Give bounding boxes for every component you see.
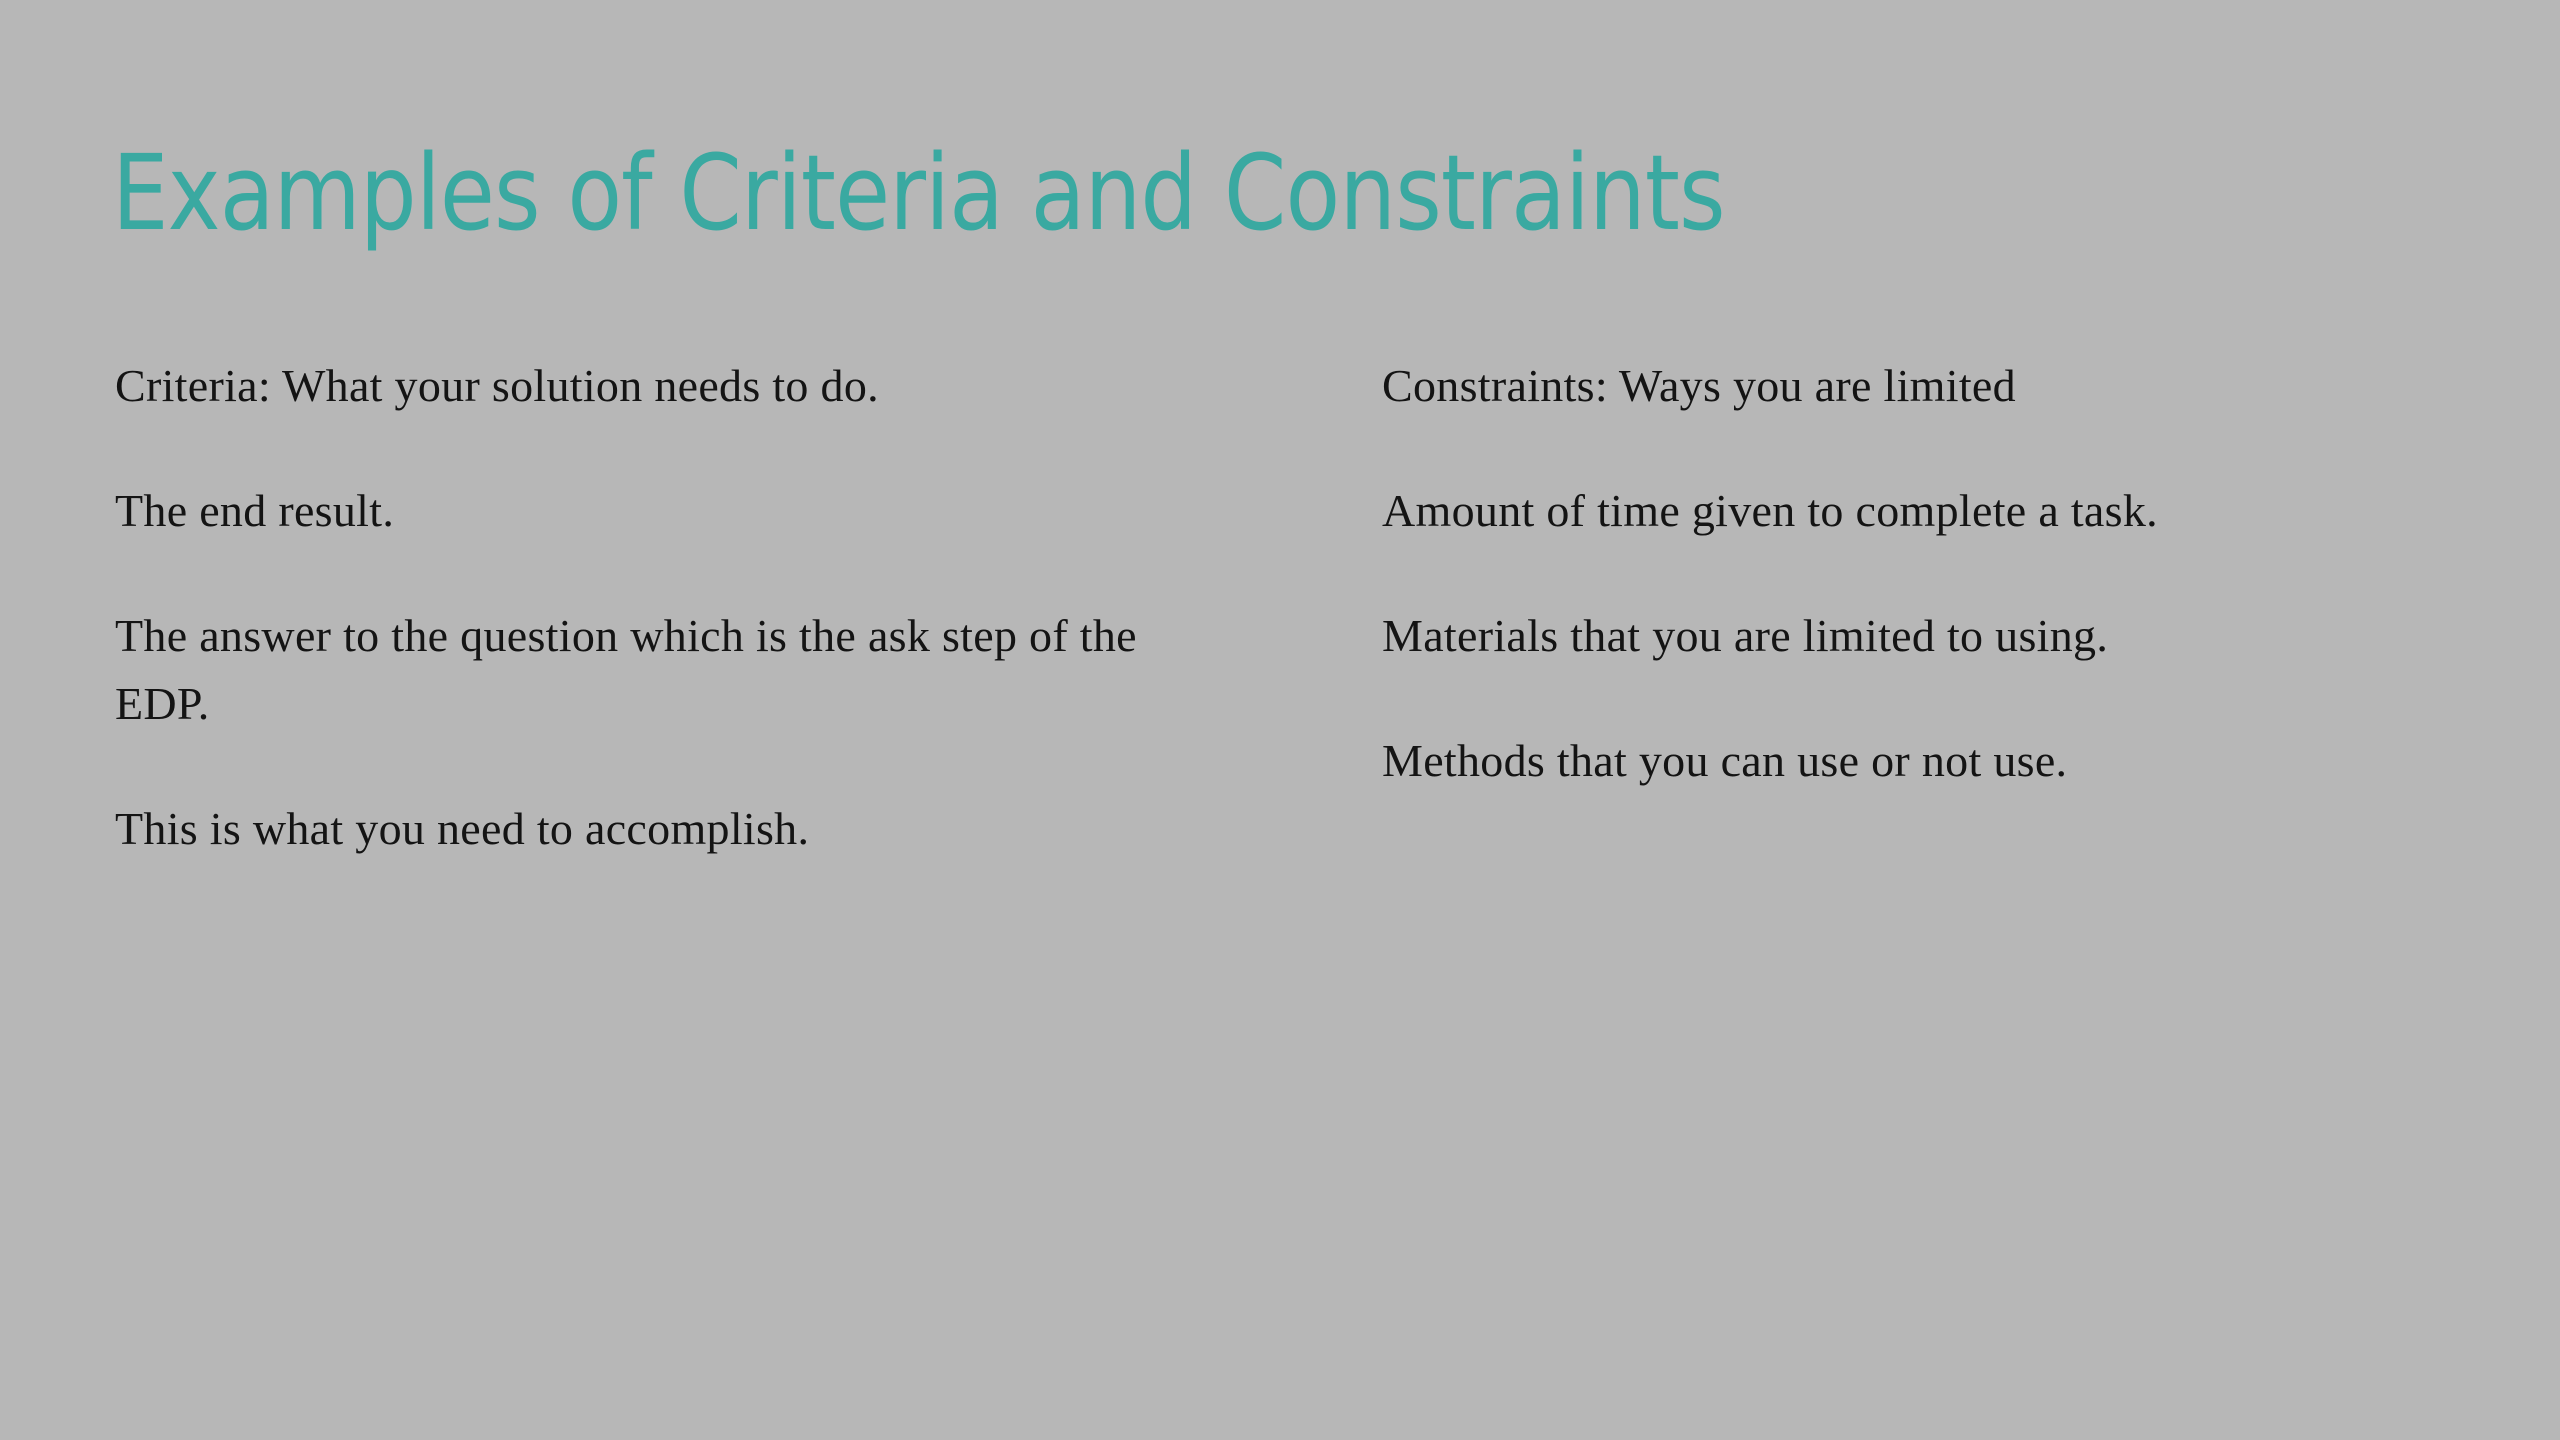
slide-title: Examples of Criteria and Constraints — [112, 132, 1725, 254]
criteria-item: This is what you need to accomplish. — [115, 803, 810, 854]
criteria-heading: Criteria: What your solution needs to do. — [115, 360, 879, 411]
constraints-item: Methods that you can use or not use. — [1382, 735, 2068, 786]
constraints-heading: Constraints: Ways you are limited — [1382, 360, 2016, 411]
criteria-column — [115, 352, 1205, 920]
constraints-column — [1382, 352, 2482, 852]
constraints-item: Amount of time given to complete a task. — [1382, 485, 2158, 536]
criteria-item: The end result. — [115, 485, 395, 536]
criteria-item: The answer to the question which is the ask step of the EDP. — [115, 610, 1137, 729]
constraints-item: Materials that you are limited to using. — [1382, 610, 2109, 661]
